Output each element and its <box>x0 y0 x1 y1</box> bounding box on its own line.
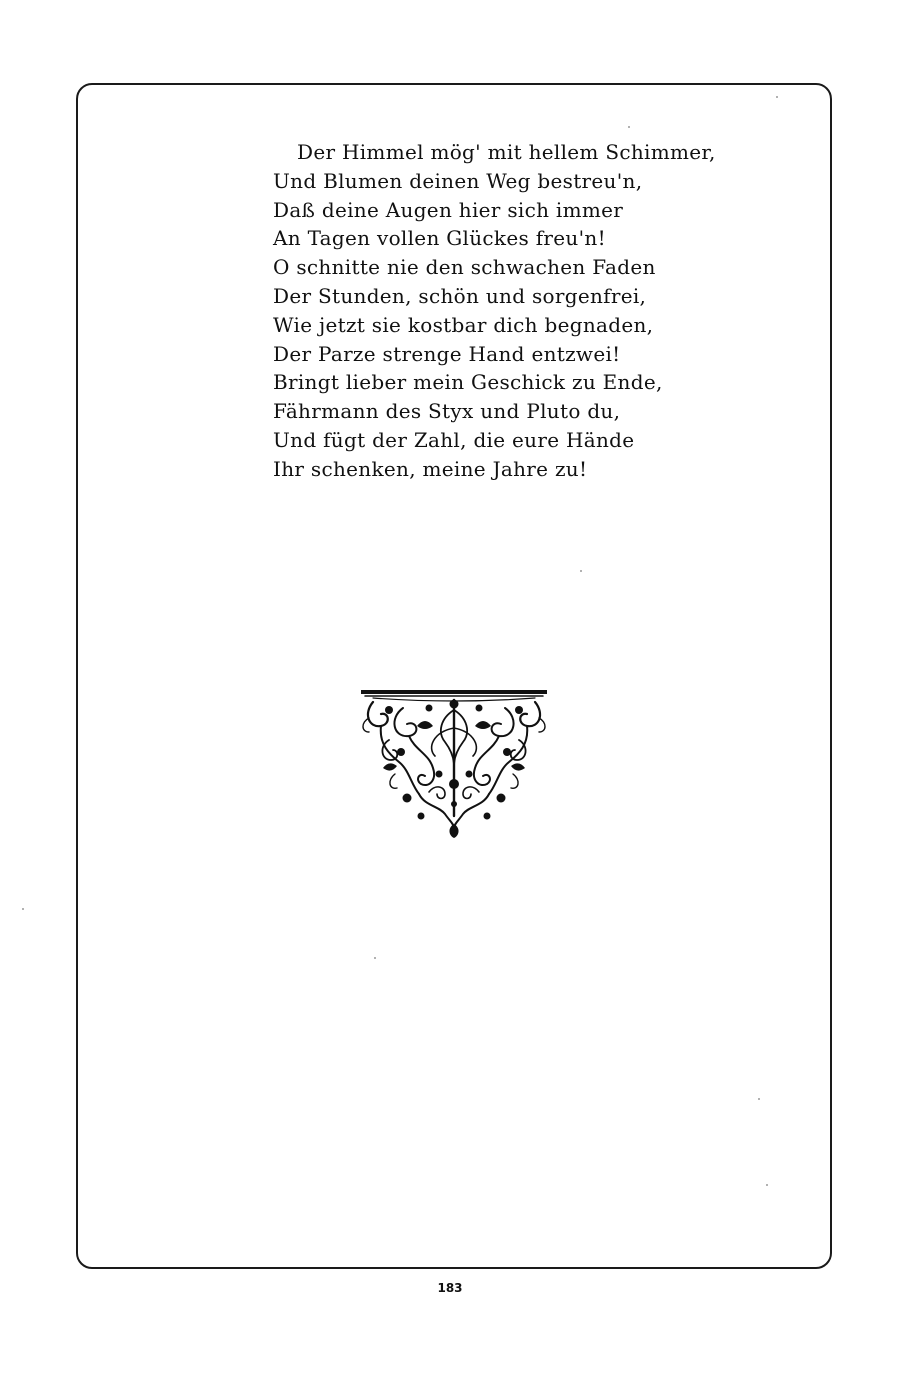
poem-line: Wie jetzt sie kostbar dich begnaden, <box>273 312 654 337</box>
scan-speck <box>766 1184 768 1186</box>
poem-line: O schnitte nie den schwachen Faden <box>273 255 656 280</box>
poem-line: Daß deine Augen hier sich immer <box>273 197 624 222</box>
scan-speck <box>22 908 24 910</box>
scan-speck <box>580 570 582 572</box>
scan-speck <box>628 126 630 128</box>
poem-line: Der Himmel mög' mit hellem Schimmer, <box>297 140 716 164</box>
poem-line: Bringt lieber mein Geschick zu Ende, <box>273 370 663 395</box>
page-number: 183 <box>437 1281 463 1295</box>
poem-line: Und Blumen deinen Weg bestreu'n, <box>273 168 643 193</box>
scan-speck <box>758 1098 760 1100</box>
scan-speck <box>776 96 778 98</box>
poem-line: Und fügt der Zahl, die eure Hände <box>273 427 635 452</box>
poem-line: Der Parze strenge Hand entzwei! <box>273 341 621 366</box>
floral-vignette-ornament-icon <box>359 688 549 840</box>
poem-line: Der Stunden, schön und sorgenfrei, <box>273 283 647 308</box>
poem-line: Ihr schenken, meine Jahre zu! <box>273 456 588 481</box>
poem-stanza <box>273 138 773 484</box>
poem-line: Fährmann des Styx und Pluto du, <box>273 399 621 424</box>
poem-line: An Tagen vollen Glückes freu'n! <box>273 226 606 251</box>
scan-speck <box>374 957 376 959</box>
